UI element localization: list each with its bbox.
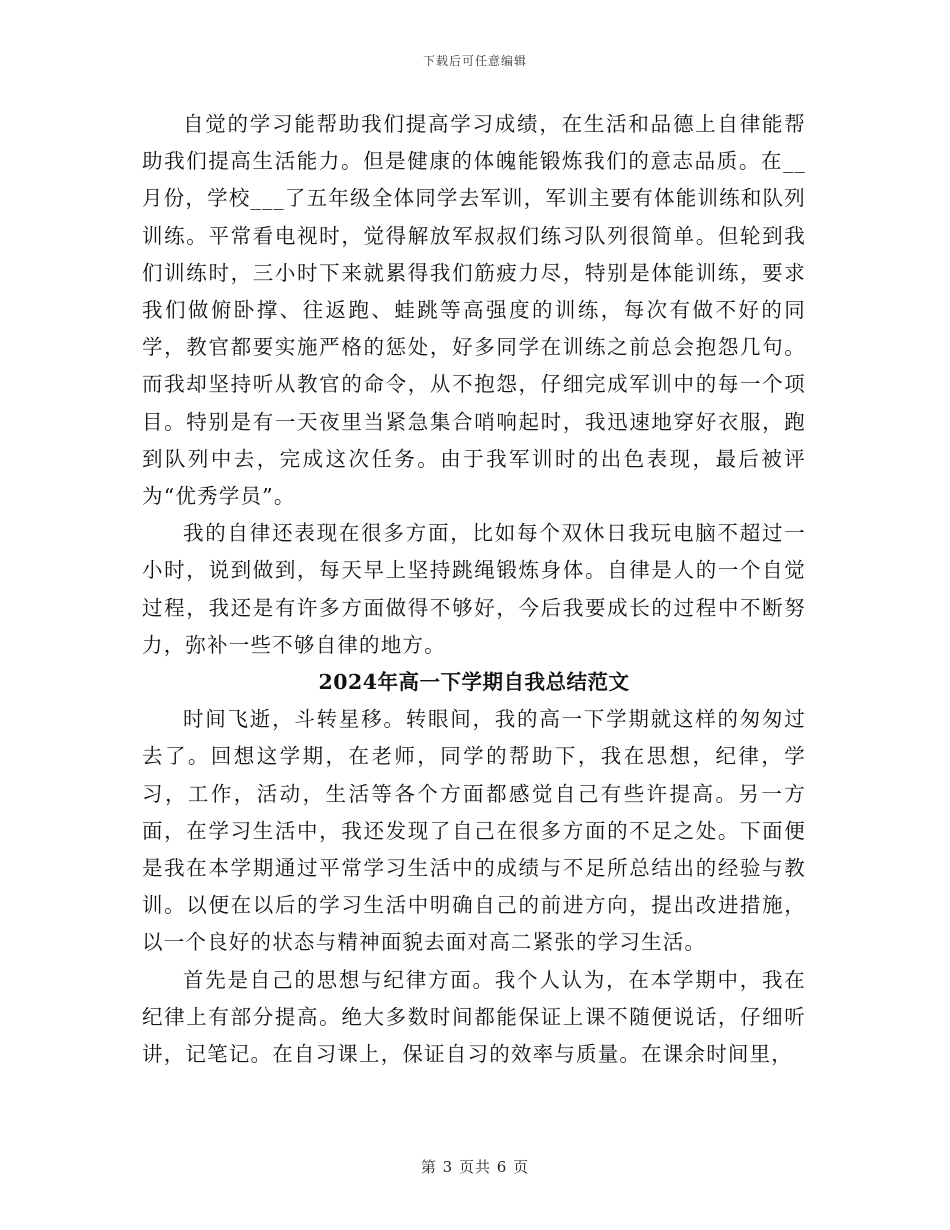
page-number: 第 3 页共 6 页	[420, 1158, 530, 1176]
document-body	[142, 106, 806, 1073]
paragraph-thought-discipline: 首先是自己的思想与纪律方面。我个人认为，在本学期中，我在纪律上有部分提高。绝大多数时间都能保证上课不随便说话，仔细听讲，记笔记。在自习课上，保证自习的效率与质量。在课余时间里，	[142, 967, 806, 1067]
page-header: 下载后可任意编辑	[422, 54, 527, 68]
paragraph-time-flies: 时间飞逝，斗转星移。转眼间，我的高一下学期就这样的匆匆过去了。回想这学期，在老师，同学的帮助下，我在思想，纪律，学习，工作，活动，生活等各个方面都感觉自己有些许提高。另一方面，在学习生活中，我还发现了自己在很多方面的不足之处。下面便是我在本学期通过平常学习生活中的成绩与不足所总结出的经验与教训。以便在以后的学习生活中明确自己的前进方向，提出改进措施，以一个良好的状态与精神面貌去面对高二紧张的学习生活。	[142, 707, 806, 955]
section-title: 2024年高一下学期自我总结范文	[318, 670, 630, 695]
paragraph-military-training: 自觉的学习能帮助我们提高学习成绩，在生活和品德上自律能帮助我们提高生活能力。但是健康的体魄能锻炼我们的意志品质。在__月份，学校___了五年级全体同学去军训，军训主要有体能训练和队列训练。平常看电视时，觉得解放军叔叔们练习队列很简单。但轮到我们训练时，三小时下来就累得我们筋疲力尽，特别是体能训练，要求我们做俯卧撑、往返跑、蛙跳等高强度的训练，每次有做不好的同学，教官都要实施严格的惩处，好多同学在训练之前总会抱怨几句。而我却坚持听从教官的命令，从不抱怨，仔细完成军训中的每一个项目。特别是有一天夜里当紧急集合哨响起时，我迅速地穿好衣服，跑到队列中去，完成这次任务。由于我军训时的出色表现，最后被评为“优秀学员”。	[142, 112, 806, 509]
paragraph-self-discipline: 我的自律还表现在很多方面，比如每个双休日我玩电脑不超过一小时，说到做到，每天早上坚持跳绳锻炼身体。自律是人的一个自觉过程，我还是有许多方面做得不够好，今后我要成长的过程中不断努力，弥补一些不够自律的地方。	[142, 521, 806, 657]
